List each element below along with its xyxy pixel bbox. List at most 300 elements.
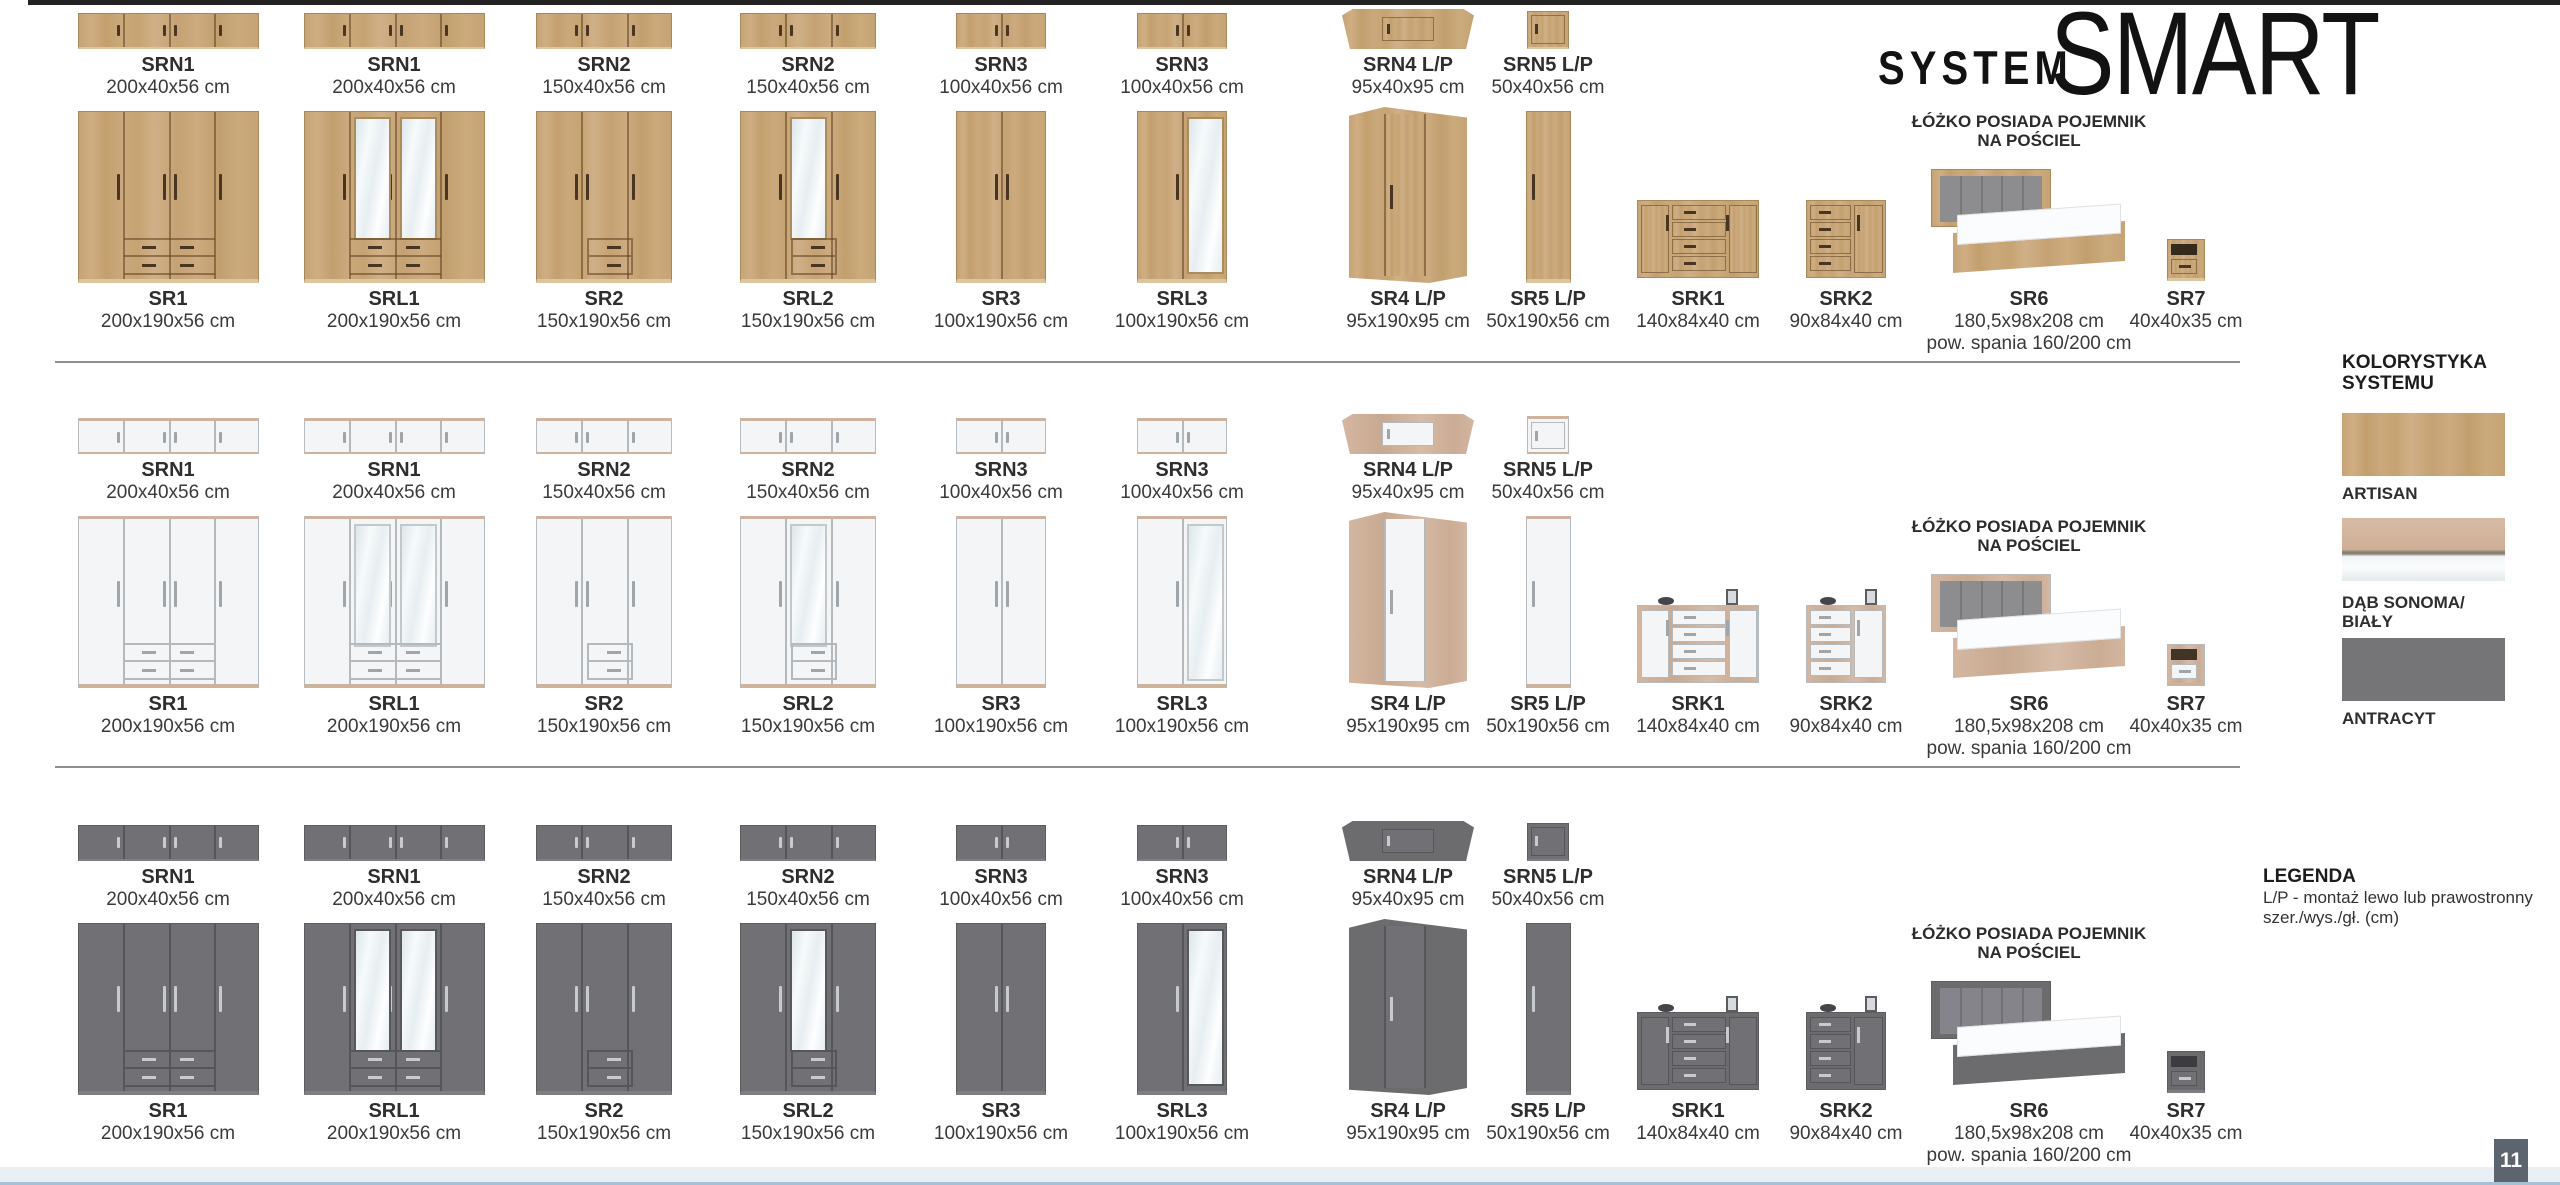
drawer <box>1810 256 1851 271</box>
door-gap <box>395 421 397 452</box>
bed-note-line1: ŁÓŻKO POSIADA POJEMNIK <box>1911 112 2147 131</box>
door-gap <box>1182 421 1184 452</box>
door-handle <box>779 837 782 848</box>
door-handle <box>836 25 839 36</box>
door-handle <box>790 25 793 36</box>
drawer-handle <box>180 651 194 654</box>
drawer-handle <box>607 669 621 672</box>
door-gap <box>581 826 583 859</box>
door-handle <box>779 581 782 607</box>
mirror <box>400 117 437 240</box>
door-handle <box>343 581 346 607</box>
srn3-illustration <box>956 418 1046 454</box>
srn2-illustration <box>740 13 876 49</box>
door-handle <box>1006 581 1009 607</box>
srk2-illustration <box>1806 1012 1886 1090</box>
sr5-l-p-name: SR5 L/P <box>1510 1100 1586 1122</box>
drawer-handle <box>1684 262 1696 265</box>
drawer <box>1810 1051 1851 1066</box>
cabinet-door <box>1531 827 1565 856</box>
door-handle <box>586 986 589 1012</box>
sr6-illustration <box>1929 167 2129 281</box>
door-handle <box>219 581 222 607</box>
drawer <box>1672 1017 1726 1032</box>
sr7-dims: 40x40x35 cm <box>2129 1123 2243 1144</box>
drawer-block <box>350 1050 441 1087</box>
sr7-illustration <box>2167 644 2205 686</box>
drawer-handle <box>1819 245 1831 248</box>
door-gap <box>440 14 442 47</box>
drawer <box>1810 1068 1851 1083</box>
door-handle <box>575 581 578 607</box>
drawer <box>793 240 835 257</box>
dab-sonoma-label-line1: DĄB SONOMA/ <box>2342 593 2465 612</box>
srn3-illustration <box>956 825 1046 861</box>
sr2-name: SR2 <box>584 1100 624 1122</box>
door-gap <box>1182 112 1184 279</box>
door-handle <box>163 581 166 607</box>
srn2-name: SRN2 <box>781 459 835 481</box>
door-handle <box>1532 581 1535 607</box>
door-handle <box>1176 986 1179 1012</box>
srn1-dims: 200x40x56 cm <box>106 77 230 98</box>
chest-door <box>1641 1017 1669 1085</box>
sr5-l-p-dims: 50x190x56 cm <box>1486 1123 1610 1144</box>
door-handle <box>1390 997 1393 1021</box>
sr3-name: SR3 <box>981 288 1021 310</box>
srn3-dims: 100x40x56 cm <box>939 889 1063 910</box>
drawer-handle <box>406 651 420 654</box>
srn4-l-p-illustration <box>1342 9 1474 49</box>
drawer-handle <box>180 1076 194 1079</box>
drawer-handle <box>1819 650 1831 653</box>
drawer <box>1672 239 1726 254</box>
drawer <box>589 663 631 680</box>
sr1-illustration <box>78 516 259 688</box>
kolorystyka-title-line2: SYSTEMU <box>2342 373 2434 394</box>
door-handle <box>586 174 589 200</box>
door-handle <box>219 25 222 36</box>
door-gap <box>627 421 629 452</box>
drawer <box>124 663 215 680</box>
srn1-dims: 200x40x56 cm <box>332 77 456 98</box>
decor-item <box>1726 589 1738 605</box>
bed-note <box>1879 112 2179 150</box>
dab-sonoma-bialy-swatch <box>2342 518 2505 581</box>
door-handle <box>995 432 998 443</box>
srk2-name: SRK2 <box>1819 1100 1873 1122</box>
srn2-illustration <box>536 13 672 49</box>
drawer <box>1672 610 1726 625</box>
decor-item <box>1865 996 1877 1012</box>
srn1-illustration <box>304 418 485 454</box>
corner-door <box>1384 926 1426 1088</box>
sr4-l-p-dims: 95x190x95 cm <box>1346 1123 1470 1144</box>
footer-bar <box>0 1167 2560 1185</box>
decor-item <box>1820 1004 1836 1012</box>
srn2-dims: 150x40x56 cm <box>746 482 870 503</box>
drawer-handle <box>811 246 825 249</box>
srn1-dims: 200x40x56 cm <box>332 889 456 910</box>
srl1-dims: 200x190x56 cm <box>326 311 462 332</box>
drawer-handle <box>368 651 382 654</box>
door-gap <box>581 112 583 279</box>
door-handle <box>836 581 839 607</box>
srn2-dims: 150x40x56 cm <box>746 889 870 910</box>
sr4-l-p-name: SR4 L/P <box>1370 288 1446 310</box>
sr5-l-p-dims: 50x190x56 cm <box>1486 716 1610 737</box>
srn1-illustration <box>78 825 259 861</box>
door-handle <box>586 432 589 443</box>
srk1-dims: 140x84x40 cm <box>1636 716 1760 737</box>
srl3-name: SRL3 <box>1156 693 1208 715</box>
srn3-dims: 100x40x56 cm <box>1120 889 1244 910</box>
drawer-handle <box>607 264 621 267</box>
door-handle <box>1006 432 1009 443</box>
srk1-name: SRK1 <box>1671 693 1725 715</box>
door-handle <box>1535 431 1538 441</box>
mirror <box>790 929 827 1052</box>
door-handle <box>779 432 782 443</box>
drawer-handle <box>607 1058 621 1061</box>
door-handle <box>779 25 782 36</box>
door-handle <box>174 25 177 36</box>
drawer <box>1810 239 1851 254</box>
drawer <box>1672 205 1726 220</box>
drawer-block <box>350 643 441 680</box>
door-handle <box>836 174 839 200</box>
sr6-dims2: pow. spania 160/200 cm <box>1926 738 2132 759</box>
artisan-swatch <box>2342 413 2505 476</box>
srl2-illustration <box>740 111 876 283</box>
srn2-dims: 150x40x56 cm <box>542 889 666 910</box>
drawer-block <box>791 643 837 680</box>
antracyt-swatch-label: ANTRACYT <box>2342 709 2436 728</box>
sr2-illustration <box>536 516 672 688</box>
srn2-dims: 150x40x56 cm <box>542 482 666 503</box>
drawer <box>124 240 215 257</box>
drawer <box>1810 205 1851 220</box>
drawer <box>350 1070 441 1087</box>
door-handle <box>632 25 635 36</box>
sr7-name: SR7 <box>2166 1100 2206 1122</box>
drawer-handle <box>180 669 194 672</box>
sr4-l-p-name: SR4 L/P <box>1370 1100 1446 1122</box>
srn4-l-p-dims: 95x40x95 cm <box>1351 889 1465 910</box>
door-gap <box>581 519 583 684</box>
door-handle <box>445 174 448 200</box>
srn4-l-p-illustration <box>1342 414 1474 454</box>
door-gap <box>440 421 442 452</box>
door-handle <box>389 25 392 36</box>
door-gap <box>169 826 171 859</box>
cabinet-door <box>1531 422 1565 449</box>
srn3-name: SRN3 <box>974 54 1028 76</box>
srl3-illustration <box>1137 111 1227 283</box>
door-handle <box>790 432 793 443</box>
srn5-l-p-illustration <box>1527 11 1569 49</box>
door-gap <box>440 826 442 859</box>
door-gap <box>214 14 216 47</box>
drawer <box>1810 1017 1851 1032</box>
door-gap <box>214 421 216 452</box>
srn1-name: SRN1 <box>141 459 195 481</box>
door-handle <box>389 432 392 443</box>
door-handle <box>790 837 793 848</box>
door-handle <box>1390 185 1393 209</box>
drawer-handle <box>142 651 156 654</box>
srn4-l-p-dims: 95x40x95 cm <box>1351 77 1465 98</box>
door-handle <box>1532 174 1535 200</box>
door-gap <box>581 421 583 452</box>
drawer <box>350 258 441 275</box>
door-gap <box>785 519 787 684</box>
niche <box>2171 1056 2197 1067</box>
door-gap <box>581 924 583 1091</box>
bed-note-line1: ŁÓŻKO POSIADA POJEMNIK <box>1911 517 2147 536</box>
door-handle <box>1857 1027 1860 1043</box>
door-handle <box>117 25 120 36</box>
chest-door <box>1641 610 1669 678</box>
door-handle <box>995 581 998 607</box>
drawer <box>793 645 835 662</box>
door-gap <box>581 14 583 47</box>
drawer <box>589 645 631 662</box>
srk1-dims: 140x84x40 cm <box>1636 311 1760 332</box>
srn1-dims: 200x40x56 cm <box>106 482 230 503</box>
drawer-handle <box>142 1076 156 1079</box>
srl1-illustration <box>304 923 485 1095</box>
sr7-name: SR7 <box>2166 288 2206 310</box>
srn3-name: SRN3 <box>1155 459 1209 481</box>
drawer-handle <box>2179 265 2191 268</box>
drawer-handle <box>142 669 156 672</box>
sr4-l-p-dims: 95x190x95 cm <box>1346 311 1470 332</box>
door-handle <box>632 837 635 848</box>
sr5-l-p-illustration <box>1526 923 1571 1095</box>
srl1-dims: 200x190x56 cm <box>326 716 462 737</box>
antracyt-swatch <box>2342 638 2505 701</box>
sr4-l-p-name: SR4 L/P <box>1370 693 1446 715</box>
sr2-illustration <box>536 111 672 283</box>
srn2-illustration <box>536 418 672 454</box>
bed-note <box>1879 924 2179 962</box>
sr3-name: SR3 <box>981 693 1021 715</box>
door-handle <box>1187 25 1190 36</box>
drawer <box>1672 661 1726 676</box>
sr6-dims2: pow. spania 160/200 cm <box>1926 1145 2132 1166</box>
drawer <box>350 645 441 662</box>
srn1-illustration <box>304 825 485 861</box>
drawer <box>793 1052 835 1069</box>
srn2-name: SRN2 <box>781 866 835 888</box>
door-gap <box>1001 112 1003 279</box>
drawer-handle <box>406 246 420 249</box>
door-handle <box>389 837 392 848</box>
sr2-dims: 150x190x56 cm <box>536 1123 672 1144</box>
drawer-handle <box>406 669 420 672</box>
sr7-dims: 40x40x35 cm <box>2129 716 2243 737</box>
drawer <box>350 1052 441 1069</box>
bed-note <box>1879 517 2179 555</box>
door-handle <box>995 174 998 200</box>
door-handle <box>586 581 589 607</box>
drawer <box>124 258 215 275</box>
srl2-name: SRL2 <box>782 288 834 310</box>
door-handle <box>1006 837 1009 848</box>
decor-item <box>1865 589 1877 605</box>
srn3-illustration <box>1137 13 1227 49</box>
drawer-handle <box>1684 667 1696 670</box>
sr3-illustration <box>956 516 1046 688</box>
sr6-dims: 180,5x98x208 cm <box>1954 1123 2104 1144</box>
sr4-l-p-dims: 95x190x95 cm <box>1346 716 1470 737</box>
door-gap <box>123 14 125 47</box>
drawer <box>350 663 441 680</box>
door-handle <box>219 837 222 848</box>
door-handle <box>779 174 782 200</box>
door-handle <box>1390 590 1393 614</box>
corner-door <box>1382 422 1435 446</box>
door-handle <box>632 432 635 443</box>
legend-line-dims: szer./wys./gł. (cm) <box>2263 908 2400 927</box>
srl3-name: SRL3 <box>1156 1100 1208 1122</box>
srl1-dims: 200x190x56 cm <box>326 1123 462 1144</box>
sr7-dims: 40x40x35 cm <box>2129 311 2243 332</box>
legend-line-lp: L/P - montaż lewo lub prawostronny <box>2263 888 2533 907</box>
door-handle <box>632 581 635 607</box>
drawer <box>1810 627 1851 642</box>
srk1-illustration <box>1637 1012 1759 1090</box>
door-handle <box>1387 24 1390 34</box>
door-handle <box>163 174 166 200</box>
door-handle <box>1532 986 1535 1012</box>
door-gap <box>1001 826 1003 859</box>
srn1-illustration <box>78 418 259 454</box>
mirror <box>400 929 437 1052</box>
srk2-name: SRK2 <box>1819 693 1873 715</box>
srn1-dims: 200x40x56 cm <box>106 889 230 910</box>
srn1-name: SRN1 <box>141 866 195 888</box>
artisan-swatch-label: ARTISAN <box>2342 484 2418 503</box>
door-handle <box>575 432 578 443</box>
srl3-illustration <box>1137 516 1227 688</box>
door-gap <box>395 14 397 47</box>
door-handle <box>219 174 222 200</box>
srl1-illustration <box>304 516 485 688</box>
door-handle <box>1726 620 1729 636</box>
door-gap <box>785 14 787 47</box>
sr1-name: SR1 <box>148 288 188 310</box>
drawer-handle <box>368 669 382 672</box>
drawer-handle <box>811 669 825 672</box>
door-gap <box>349 421 351 452</box>
door-gap <box>169 421 171 452</box>
srk2-name: SRK2 <box>1819 288 1873 310</box>
legend-panel <box>2263 866 2560 928</box>
srn3-dims: 100x40x56 cm <box>1120 77 1244 98</box>
title-system: SYSTEM <box>1878 41 2073 94</box>
door-gap <box>1182 924 1184 1091</box>
sr1-dims: 200x190x56 cm <box>100 311 236 332</box>
door-handle <box>575 837 578 848</box>
drawer-block <box>587 1050 633 1087</box>
door-handle <box>1176 837 1179 848</box>
sr5-l-p-dims: 50x190x56 cm <box>1486 311 1610 332</box>
srl2-dims: 150x190x56 cm <box>740 311 876 332</box>
srl2-dims: 150x190x56 cm <box>740 1123 876 1144</box>
srn5-l-p-name: SRN5 L/P <box>1502 866 1594 888</box>
sr3-dims: 100x190x56 cm <box>933 311 1069 332</box>
drawer-handle <box>607 246 621 249</box>
door-handle <box>1176 174 1179 200</box>
srn5-l-p-illustration <box>1527 416 1569 454</box>
door-handle <box>1666 1027 1669 1043</box>
door-gap <box>785 112 787 279</box>
door-handle <box>400 25 403 36</box>
drawer-block <box>587 238 633 275</box>
door-handle <box>117 174 120 200</box>
door-handle <box>1857 215 1860 231</box>
srn2-illustration <box>740 418 876 454</box>
srl1-name: SRL1 <box>368 288 420 310</box>
door-handle <box>163 25 166 36</box>
door-handle <box>1666 215 1669 231</box>
door-gap <box>123 421 125 452</box>
drawer-block <box>791 1050 837 1087</box>
door-handle <box>117 837 120 848</box>
door-handle <box>1187 432 1190 443</box>
srl1-name: SRL1 <box>368 693 420 715</box>
row-divider <box>55 766 2240 768</box>
kolorystyka-title-line1: KOLORYSTYKA <box>2342 352 2487 373</box>
decor-item <box>1820 597 1836 605</box>
srn4-l-p-name: SRN4 L/P <box>1362 866 1454 888</box>
door-handle <box>163 986 166 1012</box>
srk2-dims: 90x84x40 cm <box>1789 1123 1903 1144</box>
drawer-handle <box>1684 616 1696 619</box>
drawer-handle <box>1684 650 1696 653</box>
chest-door <box>1641 205 1669 273</box>
door-gap <box>1001 421 1003 452</box>
srn4-l-p-illustration <box>1342 821 1474 861</box>
drawer-handle <box>2179 1077 2191 1080</box>
drawer-handle <box>1684 1057 1696 1060</box>
door-gap <box>785 826 787 859</box>
sr2-name: SR2 <box>584 288 624 310</box>
sr1-dims: 200x190x56 cm <box>100 1123 236 1144</box>
door-handle <box>174 432 177 443</box>
srn2-name: SRN2 <box>577 866 631 888</box>
drawer-block <box>791 238 837 275</box>
srl2-illustration <box>740 516 876 688</box>
srk1-illustration <box>1637 605 1759 683</box>
page-number: 11 <box>2494 1139 2528 1182</box>
sr3-name: SR3 <box>981 1100 1021 1122</box>
drawer-block <box>587 643 633 680</box>
door-handle <box>174 986 177 1012</box>
srn3-name: SRN3 <box>1155 866 1209 888</box>
door-handle <box>174 837 177 848</box>
door-handle <box>117 986 120 1012</box>
srn3-illustration <box>1137 418 1227 454</box>
door-handle <box>1535 24 1538 34</box>
srn5-l-p-name: SRN5 L/P <box>1502 54 1594 76</box>
door-handle <box>779 986 782 1012</box>
door-handle <box>575 986 578 1012</box>
srn2-illustration <box>536 825 672 861</box>
sr3-dims: 100x190x56 cm <box>933 716 1069 737</box>
